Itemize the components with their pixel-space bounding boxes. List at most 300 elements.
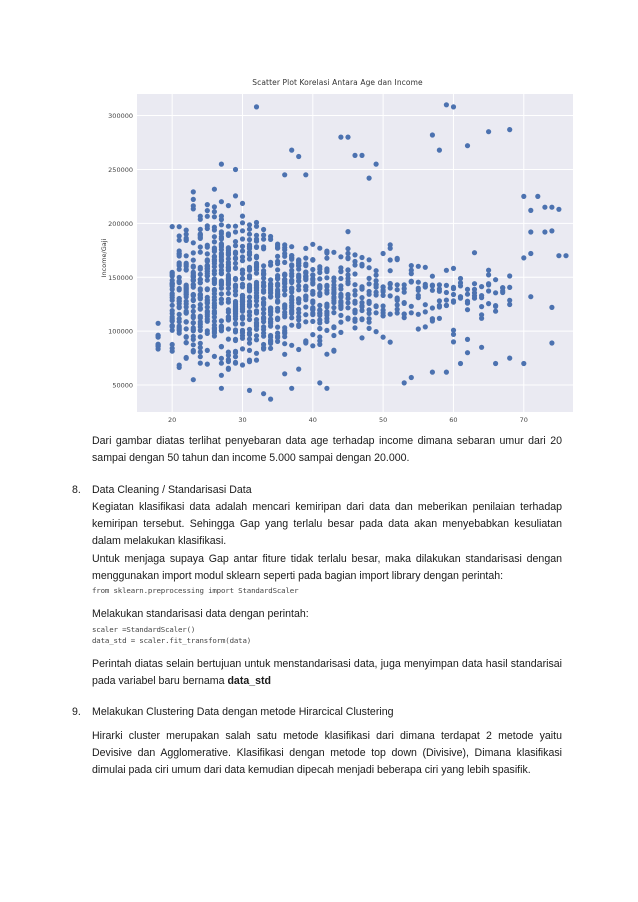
- scatter-point: [198, 354, 203, 359]
- scatter-point: [254, 351, 259, 356]
- scatter-point: [507, 273, 512, 278]
- scatter-point: [177, 267, 182, 272]
- scatter-point: [465, 307, 470, 312]
- section-9-heading: Melakukan Clustering Data dengan metode Hirarcical Clustering: [92, 706, 394, 719]
- scatter-point: [261, 268, 266, 273]
- scatter-point: [395, 298, 400, 303]
- scatter-point: [486, 282, 491, 287]
- scatter-point: [338, 300, 343, 305]
- scatter-point: [233, 266, 238, 271]
- section-9: [72, 704, 562, 721]
- scatter-point: [430, 305, 435, 310]
- scatter-point: [324, 249, 329, 254]
- scatter-point: [493, 277, 498, 282]
- scatter-point: [184, 319, 189, 324]
- scatter-point: [261, 301, 266, 306]
- scatter-point: [219, 229, 224, 234]
- scatter-point: [226, 314, 231, 319]
- scatter-point: [240, 220, 245, 225]
- scatter-point: [191, 258, 196, 263]
- scatter-point: [275, 273, 280, 278]
- scatter-point: [345, 267, 350, 272]
- scatter-point: [177, 280, 182, 285]
- section-8-para-4-text: Perintah diatas selain bertujuan untuk menstandarisasi data, juga menyimpan data hasil standarisai pada variabel baru bernama: [92, 657, 562, 687]
- code-import: from sklearn.preprocessing import StandardScaler: [92, 586, 299, 596]
- scatter-point: [381, 251, 386, 256]
- scatter-point: [317, 320, 322, 325]
- scatter-point: [549, 340, 554, 345]
- scatter-point: [310, 332, 315, 337]
- scatter-point: [205, 208, 210, 213]
- scatter-point: [240, 293, 245, 298]
- scatter-point: [198, 236, 203, 241]
- scatter-point: [198, 280, 203, 285]
- scatter-point: [472, 290, 477, 295]
- scatter-point: [226, 224, 231, 229]
- scatter-point: [219, 263, 224, 268]
- scatter-point: [240, 276, 245, 281]
- scatter-point: [191, 297, 196, 302]
- scatter-point: [486, 268, 491, 273]
- scatter-point: [226, 297, 231, 302]
- scatter-point: [345, 135, 350, 140]
- scatter-point: [317, 342, 322, 347]
- scatter-point: [465, 350, 470, 355]
- scatter-point: [156, 344, 161, 349]
- scatter-point: [282, 341, 287, 346]
- scatter-point: [184, 228, 189, 233]
- section-8: [72, 482, 562, 499]
- scatter-point: [240, 236, 245, 241]
- variable-name-data-std: data_std: [227, 674, 272, 687]
- scatter-point: [338, 254, 343, 259]
- scatter-point: [338, 276, 343, 281]
- scatter-point: [289, 253, 294, 258]
- scatter-point: [254, 358, 259, 363]
- scatter-point: [289, 323, 294, 328]
- scatter-point: [219, 251, 224, 256]
- scatter-point: [275, 306, 280, 311]
- scatter-point: [345, 305, 350, 310]
- scatter-point: [324, 269, 329, 274]
- scatter-point: [268, 317, 273, 322]
- scatter-point: [212, 264, 217, 269]
- scatter-point: [493, 290, 498, 295]
- scatter-point: [423, 309, 428, 314]
- scatter-point: [240, 284, 245, 289]
- scatter-point: [451, 266, 456, 271]
- scatter-point: [205, 245, 210, 250]
- scatter-point: [282, 242, 287, 247]
- scatter-point: [268, 260, 273, 265]
- scatter-point: [198, 250, 203, 255]
- scatter-point: [219, 199, 224, 204]
- scatter-point: [261, 324, 266, 329]
- scatter-point: [331, 310, 336, 315]
- scatter-point: [479, 345, 484, 350]
- scatter-point: [402, 301, 407, 306]
- scatter-point: [367, 300, 372, 305]
- scatter-point: [254, 261, 259, 266]
- scatter-point: [219, 297, 224, 302]
- scatter-point: [170, 303, 175, 308]
- scatter-point: [437, 286, 442, 291]
- scatter-point: [261, 331, 266, 336]
- scatter-point: [247, 309, 252, 314]
- scatter-point: [430, 288, 435, 293]
- scatter-point: [268, 310, 273, 315]
- scatter-point: [226, 310, 231, 315]
- scatter-point: [177, 286, 182, 291]
- scatter-point: [268, 234, 273, 239]
- scatter-point: [324, 311, 329, 316]
- scatter-point: [170, 224, 175, 229]
- scatter-point: [437, 304, 442, 309]
- scatter-point: [352, 288, 357, 293]
- code-fit-transform: data_std = scaler.fit_transform(data): [92, 635, 252, 645]
- scatter-point: [219, 222, 224, 227]
- scatter-point: [409, 375, 414, 380]
- scatter-point: [205, 312, 210, 317]
- scatter-point: [423, 324, 428, 329]
- scatter-point: [170, 272, 175, 277]
- scatter-point: [317, 334, 322, 339]
- scatter-point: [247, 268, 252, 273]
- scatter-point: [458, 280, 463, 285]
- scatter-point: [296, 298, 301, 303]
- scatter-point: [233, 361, 238, 366]
- scatter-point: [486, 288, 491, 293]
- scatter-point: [219, 291, 224, 296]
- scatter-point: [282, 302, 287, 307]
- scatter-point: [451, 298, 456, 303]
- scatter-point: [282, 328, 287, 333]
- scatter-point: [247, 337, 252, 342]
- scatter-point: [352, 153, 357, 158]
- scatter-point: [261, 237, 266, 242]
- scatter-point: [423, 302, 428, 307]
- scatter-point: [254, 288, 259, 293]
- scatter-point: [338, 320, 343, 325]
- scatter-point: [289, 386, 294, 391]
- scatter-point: [317, 303, 322, 308]
- scatter-point: [184, 335, 189, 340]
- scatter-point: [191, 240, 196, 245]
- scatter-point: [233, 307, 238, 312]
- scatter-point: [367, 276, 372, 281]
- scatter-point: [191, 315, 196, 320]
- scatter-point: [331, 333, 336, 338]
- scatter-point: [444, 298, 449, 303]
- scatter-point: [205, 328, 210, 333]
- scatter-point: [345, 256, 350, 261]
- scatter-point: [170, 328, 175, 333]
- scatter-point: [331, 305, 336, 310]
- scatter-point: [226, 277, 231, 282]
- scatter-point: [240, 201, 245, 206]
- scatter-point: [219, 318, 224, 323]
- scatter-point: [233, 167, 238, 172]
- scatter-point: [198, 334, 203, 339]
- scatter-point: [500, 290, 505, 295]
- y-tick-label: 300000: [108, 112, 133, 121]
- scatter-point: [395, 307, 400, 312]
- scatter-point: [402, 311, 407, 316]
- x-tick-label: 60: [449, 416, 458, 424]
- scatter-point: [198, 328, 203, 333]
- scatter-point: [451, 328, 456, 333]
- y-tick-label: 200000: [108, 219, 133, 228]
- scatter-point: [212, 249, 217, 254]
- scatter-point: [303, 312, 308, 317]
- scatter-point: [198, 214, 203, 219]
- scatter-point: [205, 202, 210, 207]
- code-scaler: scaler =StandardScaler(): [92, 624, 196, 634]
- scatter-point: [451, 104, 456, 109]
- scatter-point: [324, 256, 329, 261]
- scatter-point: [331, 250, 336, 255]
- scatter-point: [240, 228, 245, 233]
- scatter-point: [359, 284, 364, 289]
- scatter-point: [191, 197, 196, 202]
- scatter-point: [430, 132, 435, 137]
- scatter-point: [465, 299, 470, 304]
- scatter-point: [268, 277, 273, 282]
- scatter-point: [254, 255, 259, 260]
- scatter-point: [233, 292, 238, 297]
- section-8-para-4: [72, 656, 562, 691]
- scatter-point: [388, 293, 393, 298]
- scatter-point: [359, 153, 364, 158]
- scatter-point: [444, 268, 449, 273]
- scatter-point: [465, 292, 470, 297]
- scatter-point: [388, 340, 393, 345]
- scatter-point: [233, 256, 238, 261]
- scatter-point: [254, 308, 259, 313]
- scatter-point: [184, 261, 189, 266]
- scatter-point: [507, 127, 512, 132]
- scatter-point: [268, 335, 273, 340]
- scatter-point: [170, 278, 175, 283]
- scatter-point: [226, 231, 231, 236]
- scatter-point: [275, 298, 280, 303]
- scatter-point: [430, 274, 435, 279]
- scatter-point: [226, 248, 231, 253]
- scatter-point: [549, 228, 554, 233]
- scatter-point: [367, 257, 372, 262]
- scatter-point: [338, 135, 343, 140]
- scatter-point: [395, 282, 400, 287]
- scatter-point: [367, 292, 372, 297]
- scatter-point: [170, 314, 175, 319]
- scatter-point: [268, 346, 273, 351]
- scatter-point: [310, 305, 315, 310]
- scatter-point: [416, 312, 421, 317]
- scatter-point: [359, 255, 364, 260]
- scatter-point: [535, 194, 540, 199]
- scatter-point: [451, 286, 456, 291]
- scatter-point: [247, 388, 252, 393]
- scatter-point: [205, 297, 210, 302]
- section-8-para-1: Kegiatan klasifikasi data adalah mencari kemiripan dari data dan meberikan penilaian terhadap kemiripan tersebut. Sehingga Gap yang terlalu besar pada data akan menyebabkan kesuliatan dalam melakukan klasifikasi.: [92, 500, 562, 548]
- scatter-point: [549, 305, 554, 310]
- scatter-point: [184, 355, 189, 360]
- scatter-point: [205, 214, 210, 219]
- scatter-point: [212, 239, 217, 244]
- scatter-point: [254, 220, 259, 225]
- scatter-point: [409, 304, 414, 309]
- scatter-point: [310, 311, 315, 316]
- scatter-point: [233, 224, 238, 229]
- scatter-point: [493, 361, 498, 366]
- scatter-point: [296, 307, 301, 312]
- scatter-point: [296, 347, 301, 352]
- scatter-point: [359, 317, 364, 322]
- scatter-point: [324, 304, 329, 309]
- scatter-point: [240, 362, 245, 367]
- scatter-point: [282, 272, 287, 277]
- scatter-point: [219, 236, 224, 241]
- scatter-point: [177, 251, 182, 256]
- x-tick-label: 30: [238, 416, 247, 424]
- scatter-point: [331, 275, 336, 280]
- scatter-point: [226, 337, 231, 342]
- scatter-point: [507, 356, 512, 361]
- scatter-point: [310, 319, 315, 324]
- scatter-point: [381, 285, 386, 290]
- scatter-point: [275, 325, 280, 330]
- scatter-point: [198, 272, 203, 277]
- scatter-point: [423, 284, 428, 289]
- scatter-point: [247, 222, 252, 227]
- scatter-point: [374, 282, 379, 287]
- scatter-point: [367, 326, 372, 331]
- scatter-point: [177, 301, 182, 306]
- scatter-point: [282, 352, 287, 357]
- scatter-point: [247, 275, 252, 280]
- scatter-point: [345, 281, 350, 286]
- scatter-point: [198, 288, 203, 293]
- scatter-point: [247, 304, 252, 309]
- scatter-point: [338, 294, 343, 299]
- scatter-point: [233, 299, 238, 304]
- scatter-point: [254, 333, 259, 338]
- scatter-point: [177, 224, 182, 229]
- scatter-point: [191, 270, 196, 275]
- scatter-point: [170, 293, 175, 298]
- scatter-point: [184, 237, 189, 242]
- scatter-point: [549, 205, 554, 210]
- scatter-point: [191, 377, 196, 382]
- scatter-point: [381, 310, 386, 315]
- scatter-point: [233, 229, 238, 234]
- scatter-point: [451, 292, 456, 297]
- scatter-point: [317, 270, 322, 275]
- scatter-point: [240, 328, 245, 333]
- scatter-point: [219, 282, 224, 287]
- scatter-point: [338, 313, 343, 318]
- scatter-point: [289, 300, 294, 305]
- scatter-point: [254, 320, 259, 325]
- scatter-point: [205, 269, 210, 274]
- scatter-point: [381, 293, 386, 298]
- scatter-point: [198, 322, 203, 327]
- scatter-point: [191, 348, 196, 353]
- scatter-point: [465, 287, 470, 292]
- scatter-point: [247, 250, 252, 255]
- scatter-point: [367, 320, 372, 325]
- scatter-point: [310, 343, 315, 348]
- scatter-point: [233, 337, 238, 342]
- scatter-point: [324, 283, 329, 288]
- y-tick-label: 250000: [108, 165, 133, 174]
- scatter-point: [282, 371, 287, 376]
- scatter-point: [331, 324, 336, 329]
- scatter-point: [268, 294, 273, 299]
- scatter-point: [198, 265, 203, 270]
- scatter-point: [282, 288, 287, 293]
- scatter-point: [205, 317, 210, 322]
- scatter-point: [289, 286, 294, 291]
- scatter-point: [212, 214, 217, 219]
- scatter-point: [374, 292, 379, 297]
- scatter-point: [416, 295, 421, 300]
- scatter-point: [240, 248, 245, 253]
- scatter-point: [261, 296, 266, 301]
- scatter-point: [205, 362, 210, 367]
- scatter-point: [184, 340, 189, 345]
- scatter-point: [191, 334, 196, 339]
- scatter-point: [521, 361, 526, 366]
- scatter-point: [324, 290, 329, 295]
- scatter-point: [275, 291, 280, 296]
- scatter-point: [359, 303, 364, 308]
- scatter-point: [303, 261, 308, 266]
- scatter-point: [212, 187, 217, 192]
- scatter-point: [303, 269, 308, 274]
- scatter-point: [205, 257, 210, 262]
- scatter-point: [402, 286, 407, 291]
- scatter-point: [493, 303, 498, 308]
- scatter-point: [317, 264, 322, 269]
- scatter-point: [367, 265, 372, 270]
- scatter-point: [479, 295, 484, 300]
- scatter-point: [247, 295, 252, 300]
- scatter-point: [226, 286, 231, 291]
- scatter-point: [324, 352, 329, 357]
- scatter-point: [205, 226, 210, 231]
- scatter-point: [205, 278, 210, 283]
- scatter-point: [191, 282, 196, 287]
- scatter-point: [275, 317, 280, 322]
- scatter-point: [507, 302, 512, 307]
- scatter-point: [170, 323, 175, 328]
- scatter-point: [430, 316, 435, 321]
- scatter-point: [261, 280, 266, 285]
- scatter-point: [352, 271, 357, 276]
- scatter-point: [191, 250, 196, 255]
- scatter-point: [303, 319, 308, 324]
- scatter-point: [219, 242, 224, 247]
- scatter-point: [472, 250, 477, 255]
- scatter-point: [233, 329, 238, 334]
- scatter-point: [388, 268, 393, 273]
- scatter-point: [191, 206, 196, 211]
- scatter-point: [367, 176, 372, 181]
- scatter-point: [556, 207, 561, 212]
- scatter-point: [528, 251, 533, 256]
- scatter-point: [317, 276, 322, 281]
